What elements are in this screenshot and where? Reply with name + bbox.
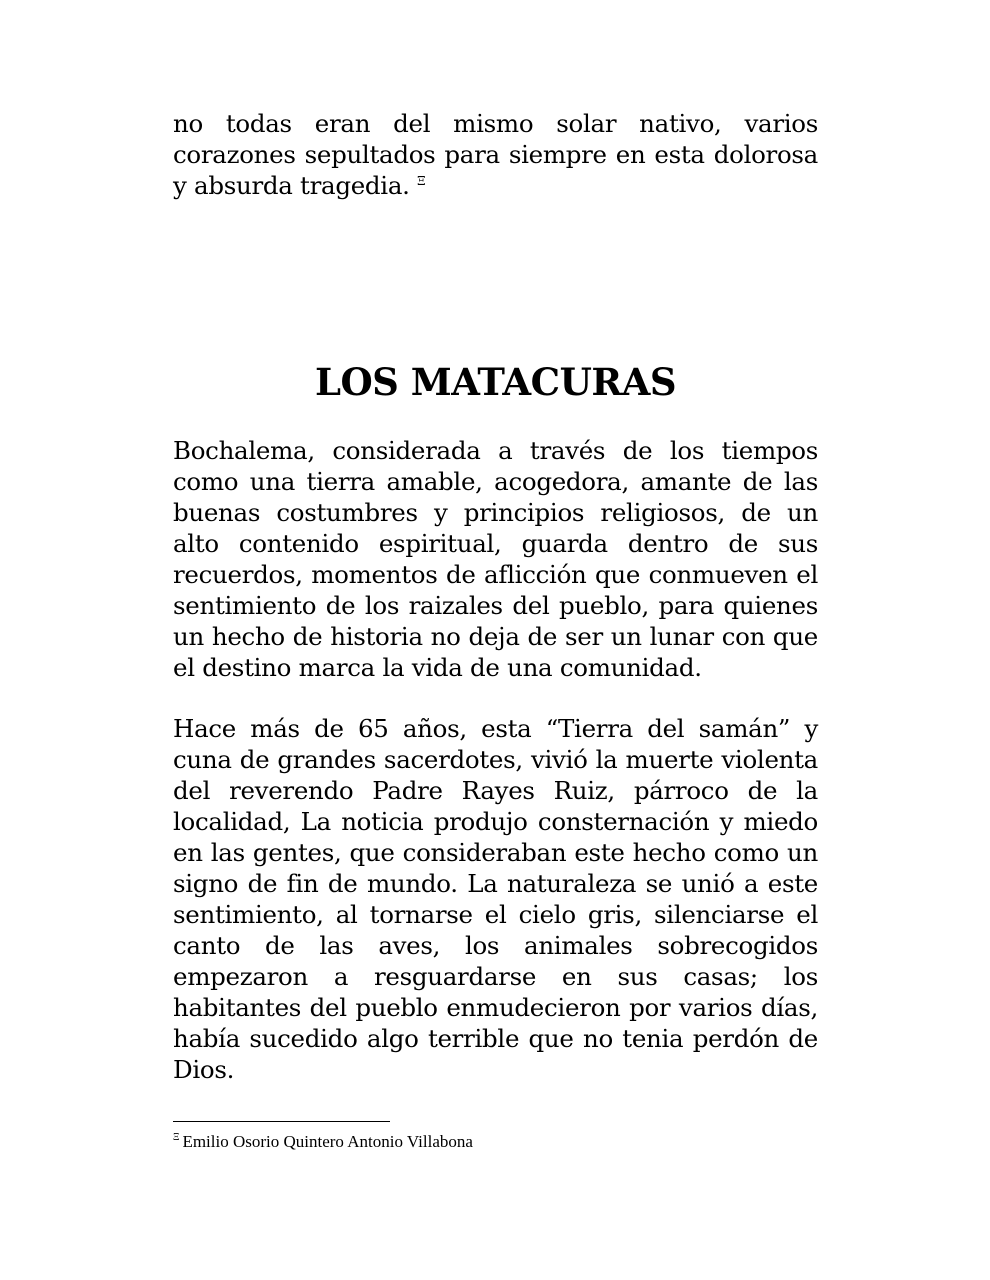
footnote-reference[interactable]: Ξ	[417, 173, 426, 188]
body-paragraph-1: Bochalema, considerada a través de los tiempos como una tierra amable, acogedora, amante de las buenas costumbres y principios religiosos, de un alto contenido espiritual, guarda dentro de sus recuerdos, momentos de aflicción que conmueven el sentimiento de los raizales del pueblo, para quienes un hecho de historia no deja de ser un lunar con que el destino marca la vida de una comunidad.	[173, 436, 818, 682]
footnote	[173, 1131, 473, 1153]
body-paragraph-2: Hace más de 65 años, esta “Tierra del samán” y cuna de grandes sacerdotes, vivió la muerte violenta del reverendo Padre Rayes Ruiz, párroco de la localidad, La noticia produjo consternación y miedo en las gentes, que consideraban este hecho como un signo de fin de mundo. La naturaleza se unió a este sentimiento, al tornarse el cielo gris, silenciarse el canto de las aves, los animales sobrecogidos empezaron a resguardarse en sus casas; los habitantes del pueblo enmudecieron por varios días, había sucedido algo terrible que no tenia perdón de Dios.	[173, 714, 818, 1084]
footnote-marker: Ξ	[173, 1132, 180, 1144]
footnote-text: Emilio Osorio Quintero Antonio Villabona	[182, 1132, 473, 1151]
section-title: LOS MATACURAS	[314, 360, 677, 404]
intro-text: no todas eran del mismo solar nativo, varios corazones sepultados para siempre en esta dolorosa y absurda tragedia.	[173, 109, 818, 200]
footnote-divider	[173, 1121, 390, 1122]
intro-paragraph	[173, 108, 818, 201]
